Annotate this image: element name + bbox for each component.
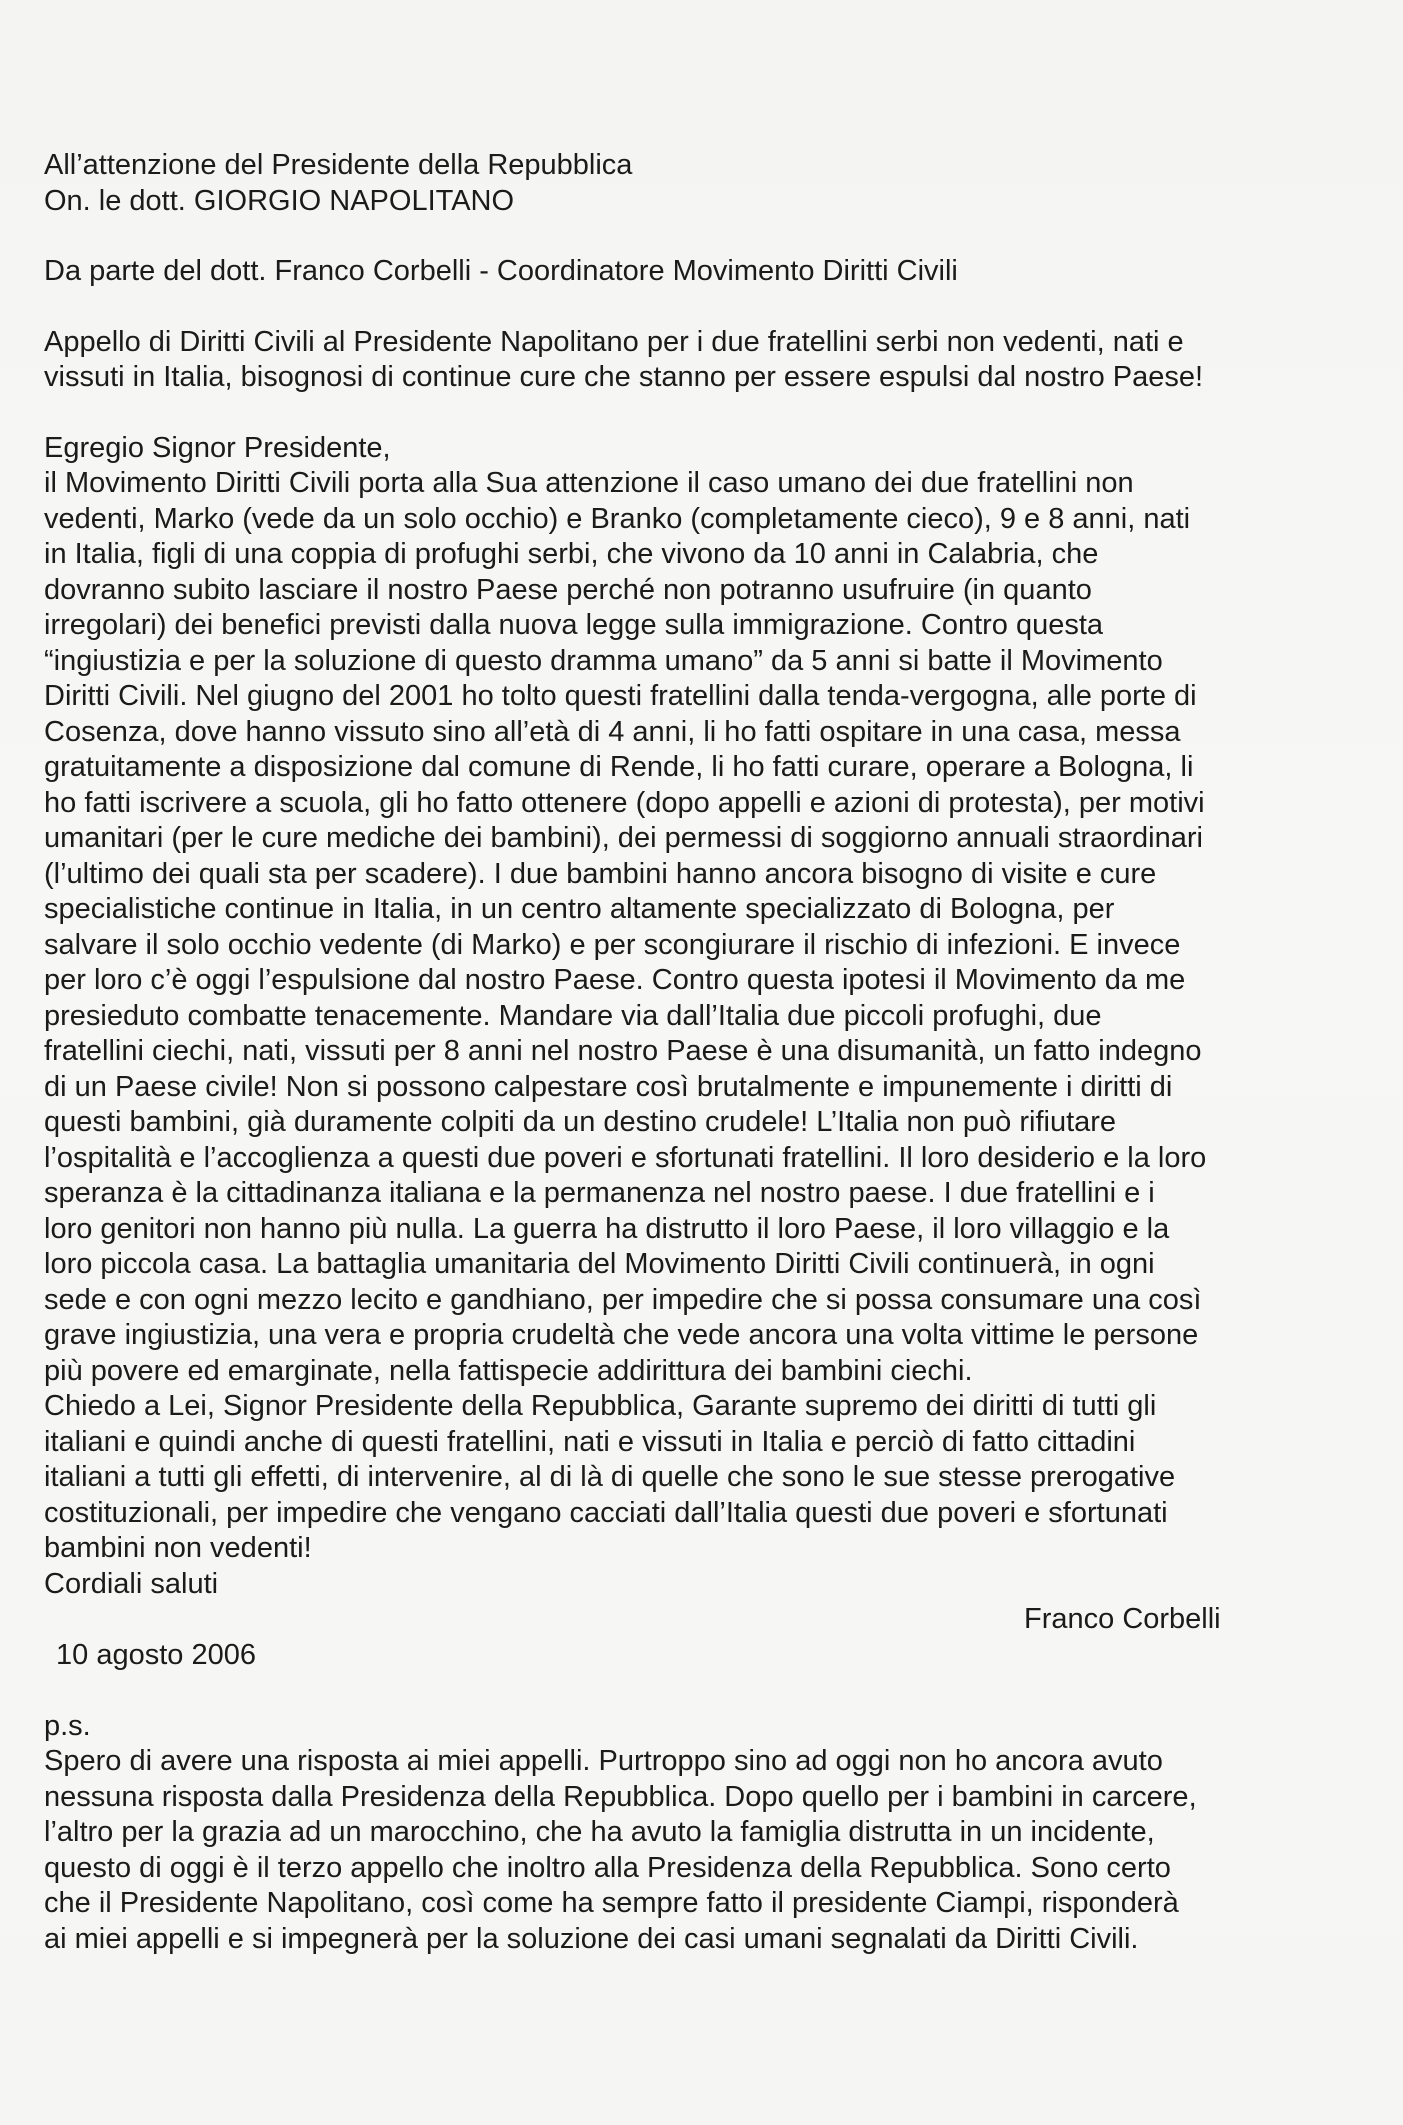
ps-line: ai miei appelli e si impegnerà per la soluzione dei casi umani segnalati da Diritti Civili. <box>44 1922 1139 1955</box>
salutation-text: Egregio Signor Presidente, <box>44 431 391 464</box>
body-line: il Movimento Diritti Civili porta alla Sua attenzione il caso umano dei due fratellini non <box>44 467 1134 499</box>
recipient-block <box>44 148 1344 219</box>
body-line: gratuitamente a disposizione dal comune di Rende, li ho fatti curare, operare a Bologna, li <box>44 751 1194 783</box>
body-line: più povere ed emarginate, nella fattispecie addirittura dei bambini ciechi. <box>44 1354 973 1387</box>
body-line: bambini non vedenti! <box>44 1532 312 1564</box>
sender-text: Da parte del dott. Franco Corbelli - Coordinatore Movimento Diritti Civili <box>44 255 958 287</box>
body-line: di un Paese civile! Non si possono calpestare così brutalmente e impunemente i diritti di <box>44 1070 1173 1103</box>
body-line: dovranno subito lasciare il nostro Paese perché non potranno usufruire (in quanto <box>44 573 1092 606</box>
salutation <box>44 431 1344 467</box>
body-line: italiani a tutti gli effetti, di intervenire, al di là di quelle che sono le sue stesse prerogative <box>44 1461 1176 1493</box>
body-line: loro genitori non hanno più nulla. La guerra ha distrutto il loro Paese, il loro villaggio e la <box>44 1212 1170 1245</box>
ps-line: questo di oggi è il terzo appello che inoltro alla Presidenza della Repubblica. Sono certo <box>44 1851 1171 1884</box>
closing-text: Cordiali saluti <box>44 1567 219 1600</box>
ps-line: Spero di avere una risposta ai miei appelli. Purtroppo sino ad oggi non ho ancora avuto <box>44 1745 1163 1777</box>
sender-line <box>44 254 1344 290</box>
recipient-line: All’attenzione del Presidente della Repubblica <box>44 149 633 181</box>
ps-line: nessuna risposta dalla Presidenza della Repubblica. Dopo quello per i bambini in carcere, <box>44 1780 1197 1813</box>
body-line: vedenti, Marko (vede da un solo occhio) e Branko (completamente cieco), 9 e 8 anni, nati <box>44 502 1191 535</box>
subject-line: Appello di Diritti Civili al Presidente Napolitano per i due fratellini serbi non vedenti, nati e <box>44 325 1184 358</box>
body-line: (l’ultimo dei quali sta per scadere). I due bambini hanno ancora bisogno di visite e cure <box>44 857 1157 890</box>
body-line: per loro c’è oggi l’espulsione dal nostro Paese. Contro questa ipotesi il Movimento da me <box>44 964 1186 996</box>
body-line: salvare il solo occhio vedente (di Marko) e per scongiurare il rischio di infezioni. E invece <box>44 928 1181 961</box>
date-line <box>44 1638 1344 1674</box>
body-line: specialistiche continue in Italia, in un centro altamente specializzato di Bologna, per <box>44 893 1115 925</box>
signature-row <box>44 1602 1344 1638</box>
postscript <box>44 1709 1344 1958</box>
body-line: loro piccola casa. La battaglia umanitaria del Movimento Diritti Civili continuerà, in ogni <box>44 1248 1155 1280</box>
body-line: l’ospitalità e l’accoglienza a questi due poveri e sfortunati fratellini. Il loro desiderio e la loro <box>44 1141 1207 1174</box>
body-line: grave ingiustizia, una vera e propria crudeltà che vede ancora una volta vittime le persone <box>44 1319 1199 1351</box>
body-line: questi bambini, già duramente colpiti da un destino crudele! L’Italia non può rifiutare <box>44 1106 1117 1138</box>
body-line: ho fatti iscrivere a scuola, gli ho fatto ottenere (dopo appelli e azioni di protesta), per motivi <box>44 786 1205 819</box>
body-paragraph <box>44 466 1344 1567</box>
body-line: irregolari) dei benefici previsti dalla nuova legge sulla immigrazione. Contro questa <box>44 609 1104 641</box>
ps-line: l’altro per la grazia ad un marocchino, che ha avuto la famiglia distrutta in un incidente, <box>44 1816 1155 1848</box>
ps-label: p.s. <box>44 1709 91 1742</box>
letter-body <box>44 148 1344 1957</box>
recipient-name: On. le dott. GIORGIO NAPOLITANO <box>44 184 515 217</box>
body-line: Cosenza, dove hanno vissuto sino all’età di 4 anni, li ho fatti ospitare in una casa, messa <box>44 715 1181 748</box>
body-line: costituzionali, per impedire che vengano cacciati dall’Italia questi due poveri e sfortunati <box>44 1496 1168 1529</box>
body-line: speranza è la cittadinanza italiana e la permanenza nel nostro paese. I due fratellini e i <box>44 1177 1155 1209</box>
body-line: “ingiustizia e per la soluzione di questo dramma umano” da 5 anni si batte il Movimento <box>44 644 1163 677</box>
body-line: presieduto combatte tenacemente. Mandare via dall’Italia due piccoli profughi, due <box>44 999 1102 1032</box>
body-line: umanitari (per le cure mediche dei bambini), dei permessi di soggiorno annuali straordinari <box>44 822 1203 854</box>
subject-line: vissuti in Italia, bisognosi di continue cure che stanno per essere espulsi dal nostro Paese! <box>44 361 1204 393</box>
body-line: fratellini ciechi, nati, vissuti per 8 anni nel nostro Paese è una disumanità, un fatto indegno <box>44 1035 1202 1067</box>
signature-name: Franco Corbelli <box>1024 1603 1221 1635</box>
body-line: italiani e quindi anche di questi fratellini, nati e vissuti in Italia e perciò di fatto cittadini <box>44 1425 1136 1458</box>
subject-block <box>44 325 1344 396</box>
body-line: in Italia, figli di una coppia di profughi serbi, che vivono da 10 anni in Calabria, che <box>44 538 1099 570</box>
letter-date: 10 agosto 2006 <box>56 1639 256 1671</box>
closing <box>44 1567 1344 1603</box>
ps-line: che il Presidente Napolitano, così come ha sempre fatto il presidente Ciampi, risponderà <box>44 1887 1179 1919</box>
body-line: Diritti Civili. Nel giugno del 2001 ho tolto questi fratellini dalla tenda-vergogna, alle porte di <box>44 680 1197 712</box>
body-line: sede e con ogni mezzo lecito e gandhiano, per impedire che si possa consumare una così <box>44 1283 1202 1316</box>
body-line: Chiedo a Lei, Signor Presidente della Repubblica, Garante supremo dei diritti di tutti gli <box>44 1390 1157 1422</box>
